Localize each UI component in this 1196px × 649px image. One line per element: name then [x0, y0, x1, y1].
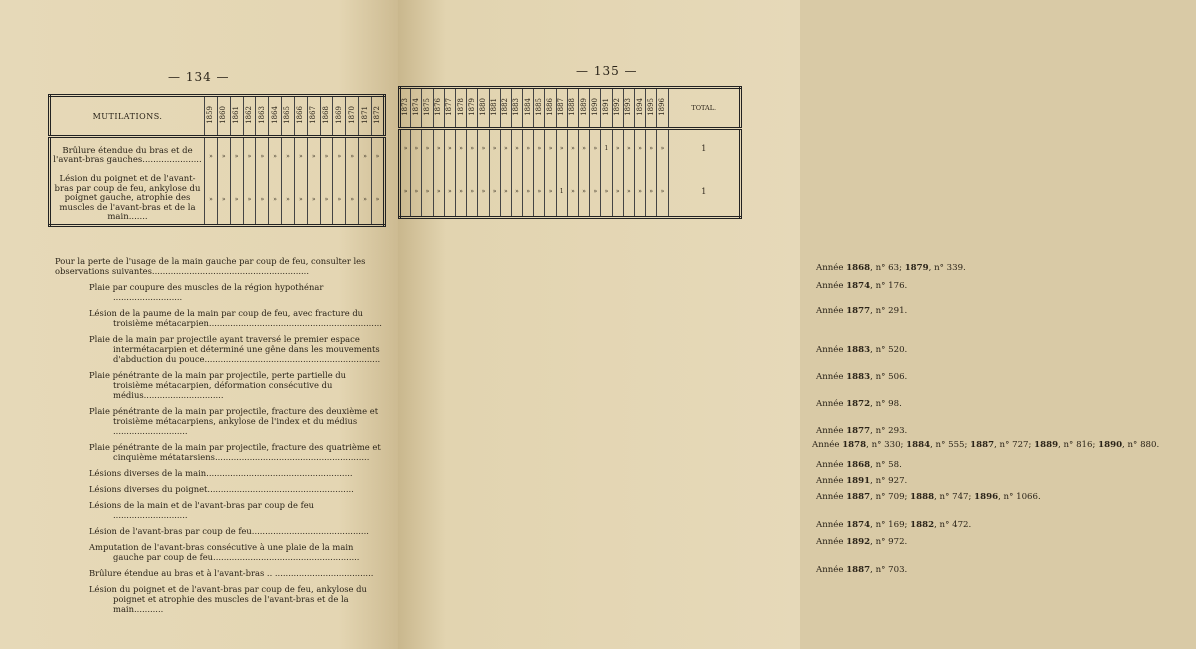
- year-header-1894: [634, 88, 645, 129]
- cell-value: »: [403, 187, 408, 195]
- annee-text: , n° 555;: [930, 440, 971, 450]
- cell-value: »: [217, 174, 230, 226]
- cell-value: »: [411, 166, 422, 218]
- row-label: Lésion du poignet et de l'avant-bras par coup de feu, ankylose du poignet gauche, atrophie des muscles de l'avant-bras et de la main.......: [50, 174, 205, 226]
- year-header-1861: [230, 96, 243, 137]
- cell-value: »: [567, 129, 578, 167]
- year-label: 1889: [579, 98, 588, 116]
- row-label: Brûlure étendue du bras et de l'avant-bras gauches......................: [50, 137, 205, 175]
- cell-value: »: [411, 129, 422, 167]
- annee-text: , n° 339.: [928, 263, 966, 273]
- annee-text: , n° 98.: [870, 399, 902, 409]
- year-label: 1866: [296, 106, 305, 124]
- annee-text: Année: [816, 565, 847, 575]
- cell-value: »: [545, 129, 556, 167]
- cell-value: »: [433, 166, 444, 218]
- entry-text: Plaie pénétrante de la main par projectile, fracture des deuxième et troisième métacarpiens, ankylose de l'index et du médius ............................: [89, 406, 379, 436]
- year-header-1896: [657, 88, 668, 129]
- mutilations-header: MUTILATIONS.: [50, 96, 205, 137]
- year-header-1870: [346, 96, 359, 137]
- year-header-1886: [545, 88, 556, 129]
- annee-text: Année: [816, 460, 847, 470]
- cell-value: »: [489, 166, 500, 218]
- year-header-1880: [478, 88, 489, 129]
- cell-value: »: [422, 166, 433, 218]
- annee-text: Année: [816, 306, 847, 316]
- annee-line: [812, 440, 1159, 450]
- year-label: 1891: [601, 98, 610, 116]
- annee-line: [816, 306, 907, 316]
- cell-value: »: [601, 166, 612, 218]
- year-header-1893: [623, 88, 634, 129]
- annee-text: Année: [816, 537, 847, 547]
- cell-value: »: [346, 174, 359, 226]
- cell-value: »: [657, 129, 668, 167]
- annee-line: [816, 263, 966, 273]
- year-label: 1865: [283, 106, 292, 124]
- year-header-1878: [455, 88, 466, 129]
- cell-value: »: [444, 166, 455, 218]
- observation-entry: [55, 484, 385, 494]
- year-label: 1888: [568, 98, 577, 116]
- cell-value: »: [243, 174, 256, 226]
- annee-text: , n° 506.: [870, 372, 908, 382]
- year-header-1866: [294, 96, 307, 137]
- year-label: 1882: [501, 98, 510, 116]
- annee-text: Année: [816, 426, 847, 436]
- year-label: 1877: [445, 98, 454, 116]
- cell-value: »: [523, 166, 534, 218]
- observation-entry: [55, 568, 385, 578]
- year-header-1869: [333, 96, 346, 137]
- annee-text: Année: [816, 399, 847, 409]
- cell-value: »: [590, 129, 601, 167]
- annee-text: , n° 703.: [870, 565, 908, 575]
- cell-value: »: [371, 174, 384, 226]
- cell-value: »: [282, 174, 295, 226]
- year-header-1888: [567, 88, 578, 129]
- year-header-1882: [500, 88, 511, 129]
- year-header-1871: [359, 96, 372, 137]
- year-label: 1871: [360, 106, 369, 124]
- year-header-1865: [282, 96, 295, 137]
- year-label: 1893: [624, 98, 633, 116]
- cell-value: »: [612, 166, 623, 218]
- cell-value: »: [433, 129, 444, 167]
- annee-line: [816, 426, 907, 436]
- year-label: 1884: [523, 98, 532, 116]
- cell-value: »: [205, 137, 218, 175]
- cell-value: »: [333, 174, 346, 226]
- year-label: 1896: [657, 98, 666, 116]
- page-number-right: — 135 —: [576, 64, 638, 78]
- cell-value: »: [269, 174, 282, 226]
- observation-entry: [55, 500, 385, 520]
- annee-line: [816, 281, 907, 291]
- cell-value: »: [500, 129, 511, 167]
- year-header-1877: [444, 88, 455, 129]
- annee-year: 1884: [906, 440, 931, 450]
- year-header-1881: [489, 88, 500, 129]
- annee-line: [816, 372, 907, 382]
- year-label: 1890: [590, 98, 599, 116]
- cell-value: »: [359, 137, 372, 175]
- cell-value: »: [623, 129, 634, 167]
- year-header-1868: [320, 96, 333, 137]
- annee-year: 1874: [846, 281, 871, 291]
- cell-value: 1: [556, 166, 567, 218]
- cell-value: »: [371, 137, 384, 175]
- cell-value: »: [612, 129, 623, 167]
- cell-value: »: [307, 174, 320, 226]
- year-header-1873: [400, 88, 411, 129]
- annee-line: [816, 565, 907, 575]
- cell-value: »: [359, 174, 372, 226]
- entry-text: Plaie de la main par projectile ayant traversé le premier espace intermétacarpien et déterminé une gêne dans les mouvements d'abduction du pouce..................................................................: [89, 334, 381, 364]
- year-header-1864: [269, 96, 282, 137]
- annee-text: , n° 1066.: [998, 492, 1041, 502]
- year-header-1876: [433, 88, 444, 129]
- annee-year: 1883: [846, 345, 871, 355]
- cell-value: »: [269, 137, 282, 175]
- year-label: 1874: [411, 98, 420, 116]
- annee-line: [816, 399, 902, 409]
- annee-year: 1889: [1034, 440, 1059, 450]
- annee-text: Année: [816, 372, 847, 382]
- annee-text: Année: [816, 476, 847, 486]
- annee-text: Année: [816, 345, 847, 355]
- page-number-left: — 134 —: [168, 70, 230, 84]
- annee-text: , n° 472.: [934, 520, 972, 530]
- cell-value: »: [282, 137, 295, 175]
- table-row: [400, 129, 741, 167]
- year-header-1890: [590, 88, 601, 129]
- cell-value: »: [294, 174, 307, 226]
- observation-entry: [55, 370, 385, 400]
- observation-entry: [55, 542, 385, 562]
- cell-value: »: [511, 166, 522, 218]
- annee-text: , n° 972.: [870, 537, 908, 547]
- year-label: 1864: [270, 106, 279, 124]
- cell-value: »: [500, 166, 511, 218]
- year-header-1884: [523, 88, 534, 129]
- observation-entry: [55, 282, 385, 302]
- annee-text: , n° 63;: [870, 263, 905, 273]
- cell-value: »: [455, 166, 466, 218]
- left-page: [0, 0, 398, 649]
- observation-entry: [55, 442, 385, 462]
- cell-value: »: [422, 129, 433, 167]
- cell-value: »: [534, 166, 545, 218]
- entry-text: Lésions diverses de la main.......................................................: [89, 468, 353, 478]
- cell-value: »: [489, 129, 500, 167]
- entry-text: Brûlure étendue au bras et à l'avant-bras .. .....................................: [89, 568, 374, 578]
- cell-value: »: [646, 129, 657, 167]
- annee-text: , n° 880.: [1122, 440, 1160, 450]
- cell-value: »: [294, 137, 307, 175]
- year-header-1872: [371, 96, 384, 137]
- annee-text: , n° 816;: [1058, 440, 1099, 450]
- cell-value: »: [467, 129, 478, 167]
- year-header-1862: [243, 96, 256, 137]
- right-page: [398, 0, 1160, 649]
- annee-text: , n° 927.: [870, 476, 908, 486]
- cell-value: »: [205, 174, 218, 226]
- year-header-1892: [612, 88, 623, 129]
- annee-text: , n° 709;: [870, 492, 911, 502]
- cell-value: »: [346, 137, 359, 175]
- total-value: 1: [668, 129, 741, 167]
- year-label: 1878: [456, 98, 465, 116]
- cell-value: »: [567, 166, 578, 218]
- entry-text: Lésions de la main et de l'avant-bras par coup de feu ............................: [89, 500, 315, 520]
- total-value: 1: [668, 166, 741, 218]
- year-label: 1867: [309, 106, 318, 124]
- year-label: 1868: [322, 106, 331, 124]
- annee-year: 1877: [846, 426, 871, 436]
- annee-year: 1879: [904, 263, 929, 273]
- observation-entry: [55, 256, 385, 276]
- year-label: 1861: [232, 106, 241, 124]
- year-label: 1895: [646, 98, 655, 116]
- mutilations-table-left: [48, 94, 386, 227]
- annee-text: , n° 520.: [870, 345, 908, 355]
- year-label: 1879: [467, 98, 476, 116]
- cell-value: »: [478, 166, 489, 218]
- cell-value: »: [403, 144, 408, 152]
- mutilations-table-right: [398, 86, 742, 219]
- table-row: [50, 174, 385, 226]
- year-label: 1873: [401, 98, 410, 116]
- annee-year: 1887: [970, 440, 995, 450]
- cell-value: »: [623, 166, 634, 218]
- total-header: TOTAL.: [668, 88, 741, 129]
- cell-value: »: [545, 166, 556, 218]
- cell-value: »: [320, 137, 333, 175]
- annee-text: , n° 747;: [934, 492, 975, 502]
- cell-value: »: [478, 129, 489, 167]
- entry-text: Plaie pénétrante de la main par projectile, perte partielle du troisième métacarpien, déformation consécutive du médius..............................: [89, 370, 347, 400]
- annee-year: 1892: [846, 537, 871, 547]
- year-label: 1862: [244, 106, 253, 124]
- cell-value: »: [307, 137, 320, 175]
- year-label: 1892: [613, 98, 622, 116]
- observation-entry: [55, 468, 385, 478]
- cell-value: »: [256, 174, 269, 226]
- entry-text: Plaie pénétrante de la main par projectile, fracture des quatrième et cinquième métatarsiens..........................................................: [89, 442, 381, 462]
- annee-text: Année: [816, 492, 847, 502]
- annee-year: 1877: [846, 306, 871, 316]
- year-header-1863: [256, 96, 269, 137]
- year-header-1895: [646, 88, 657, 129]
- entry-text: Pour la perte de l'usage de la main gauche par coup de feu, consulter les observations suivantes...........................................................: [55, 256, 366, 276]
- cell-value: »: [579, 166, 590, 218]
- entry-text: Lésion de l'avant-bras par coup de feu............................................: [89, 526, 369, 536]
- year-label: 1887: [557, 98, 566, 116]
- cell-value: »: [590, 166, 601, 218]
- year-label: 1872: [372, 106, 381, 124]
- annee-text: Année: [812, 440, 843, 450]
- annee-year: 1888: [910, 492, 935, 502]
- year-label: 1875: [422, 98, 431, 116]
- table-row: [400, 166, 741, 218]
- year-header-1874: [411, 88, 422, 129]
- annee-text: , n° 293.: [870, 426, 908, 436]
- annee-year: 1882: [910, 520, 935, 530]
- entry-text: Lésion du poignet et de l'avant-bras par coup de feu, ankylose du poignet et atrophie des muscles de l'avant-bras et de la main...........: [89, 584, 367, 614]
- cell-value: »: [556, 129, 567, 167]
- annee-text: , n° 58.: [870, 460, 902, 470]
- annee-year: 1887: [846, 492, 871, 502]
- year-header-1879: [467, 88, 478, 129]
- annee-text: , n° 727;: [994, 440, 1035, 450]
- year-label: 1870: [347, 106, 356, 124]
- annee-text: Année: [816, 520, 847, 530]
- cell-value: »: [523, 129, 534, 167]
- annee-year: 1896: [974, 492, 999, 502]
- annee-year: 1887: [846, 565, 871, 575]
- year-header-1860: [217, 96, 230, 137]
- year-header-1883: [511, 88, 522, 129]
- year-label: 1876: [434, 98, 443, 116]
- observation-entry: [55, 334, 385, 364]
- cell-value: »: [657, 166, 668, 218]
- annee-line: [816, 492, 1041, 502]
- observation-entry: [55, 526, 385, 536]
- cell-value: »: [230, 137, 243, 175]
- annee-year: 1868: [846, 263, 871, 273]
- year-label: 1869: [334, 106, 343, 124]
- year-header-1859: [205, 96, 218, 137]
- cell-value: »: [230, 174, 243, 226]
- cell-value: 1: [601, 129, 612, 167]
- annee-year: 1874: [846, 520, 871, 530]
- year-header-1889: [579, 88, 590, 129]
- cell-value: »: [467, 166, 478, 218]
- annee-year: 1891: [846, 476, 871, 486]
- year-label: 1860: [219, 106, 228, 124]
- year-label: 1859: [206, 106, 215, 124]
- entry-text: Plaie par coupure des muscles de la région hypothénar ..........................: [89, 282, 324, 302]
- annee-year: 1872: [846, 399, 871, 409]
- annee-line: [816, 345, 907, 355]
- year-header-1885: [534, 88, 545, 129]
- cell-value: »: [333, 137, 346, 175]
- observations-list: [55, 256, 385, 620]
- year-label: 1880: [478, 98, 487, 116]
- year-label: 1863: [257, 106, 266, 124]
- cell-value: »: [634, 129, 645, 167]
- annee-year: 1868: [846, 460, 871, 470]
- annee-line: [816, 537, 907, 547]
- cell-value: »: [256, 137, 269, 175]
- observation-entry: [55, 406, 385, 436]
- year-label: 1883: [512, 98, 521, 116]
- annee-text: , n° 291.: [870, 306, 908, 316]
- table-row: [50, 137, 385, 175]
- annee-text: Année: [816, 263, 847, 273]
- year-header-1887: [556, 88, 567, 129]
- year-header-1891: [601, 88, 612, 129]
- year-header-1867: [307, 96, 320, 137]
- annee-text: , n° 330;: [866, 440, 907, 450]
- cell-value: »: [243, 137, 256, 175]
- year-label: 1894: [635, 98, 644, 116]
- annee-year: 1883: [846, 372, 871, 382]
- year-label: 1881: [490, 98, 499, 116]
- cell-value: »: [320, 174, 333, 226]
- observation-entry: [55, 308, 385, 328]
- cell-value: »: [634, 166, 645, 218]
- cell-value: »: [444, 129, 455, 167]
- cell-value: »: [534, 129, 545, 167]
- cell-value: »: [579, 129, 590, 167]
- annee-year: 1890: [1098, 440, 1123, 450]
- cell-value: »: [217, 137, 230, 175]
- annee-line: [816, 476, 907, 486]
- entry-text: Amputation de l'avant-bras consécutive à une plaie de la main gauche par coup de feu.......................................................: [89, 542, 360, 562]
- entry-text: Lésions diverses du poignet.......................................................: [89, 484, 354, 494]
- year-label: 1885: [534, 98, 543, 116]
- cell-value: »: [646, 166, 657, 218]
- cell-value: »: [511, 129, 522, 167]
- annee-text: , n° 176.: [870, 281, 908, 291]
- cell-value: »: [455, 129, 466, 167]
- observation-entry: [55, 584, 385, 614]
- annee-text: , n° 169;: [870, 520, 911, 530]
- entry-text: Lésion de la paume de la main par coup de feu, avec fracture du troisième métacarpien.................................................................: [89, 308, 382, 328]
- annee-year: 1878: [842, 440, 867, 450]
- annee-line: [816, 520, 971, 530]
- year-header-1875: [422, 88, 433, 129]
- annee-text: Année: [816, 281, 847, 291]
- year-label: 1886: [546, 98, 555, 116]
- annee-line: [816, 460, 902, 470]
